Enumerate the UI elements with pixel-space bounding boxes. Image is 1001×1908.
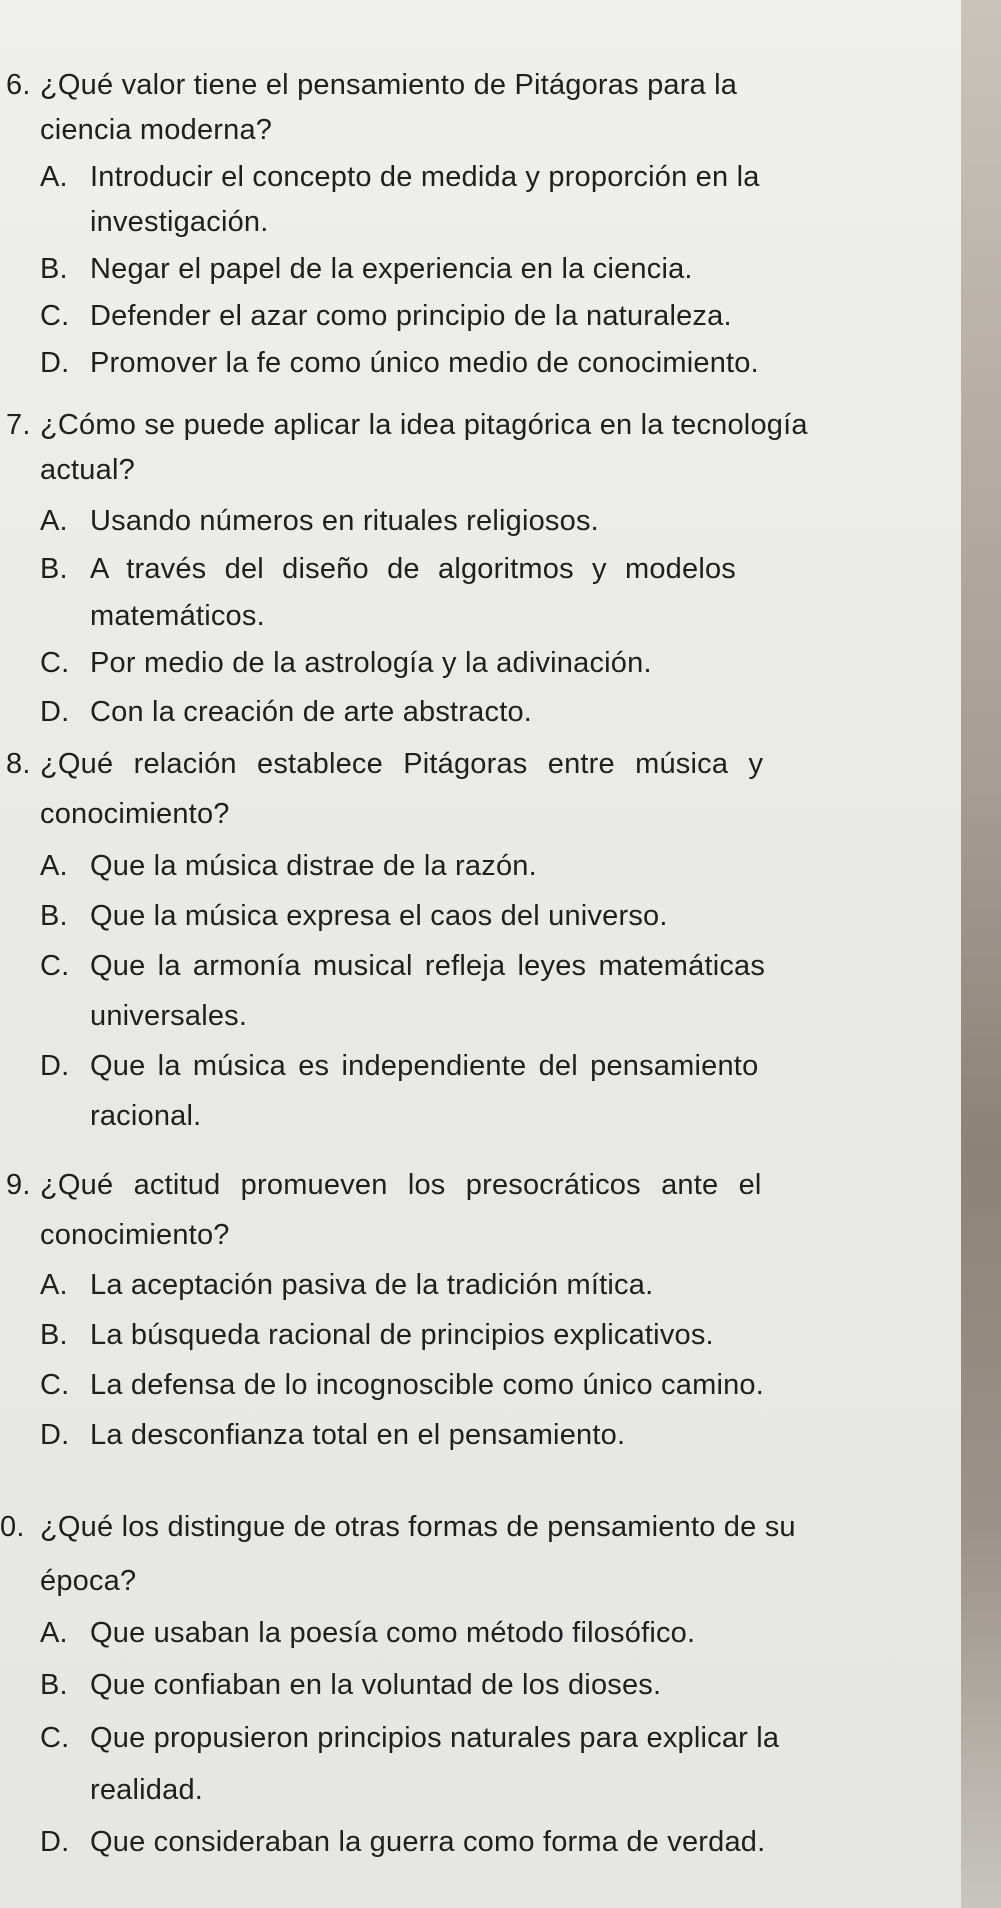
option-text-line: Que la música es independiente del pensamiento bbox=[90, 1050, 759, 1082]
option-letter: D. bbox=[40, 1826, 70, 1858]
question-text-line: ciencia moderna? bbox=[40, 114, 273, 146]
option-letter: D. bbox=[40, 1050, 70, 1082]
question-text-line: época? bbox=[40, 1565, 137, 1597]
option-text-line: A través del diseño de algoritmos y modelos bbox=[90, 553, 737, 585]
option-text-line: La defensa de lo incognoscible como único camino. bbox=[90, 1369, 764, 1401]
option-text-line: Negar el papel de la experiencia en la ciencia. bbox=[90, 253, 693, 285]
question-number: 9. bbox=[6, 1169, 31, 1201]
option-text-line: La búsqueda racional de principios explicativos. bbox=[90, 1319, 714, 1351]
option-text-line: Que la música distrae de la razón. bbox=[90, 850, 537, 882]
option-text-line: racional. bbox=[90, 1100, 202, 1132]
question-number: 0. bbox=[0, 1511, 25, 1543]
question-text-line: ¿Qué los distingue de otras formas de pensamiento de su bbox=[40, 1511, 796, 1543]
option-text-line: Que confiaban en la voluntad de los dioses. bbox=[90, 1669, 662, 1701]
option-text-line: Defender el azar como principio de la naturaleza. bbox=[90, 300, 732, 332]
question-text-line: ¿Qué relación establece Pitágoras entre música y bbox=[40, 748, 764, 780]
option-letter: B. bbox=[40, 900, 68, 932]
option-letter: A. bbox=[40, 850, 68, 882]
option-letter: C. bbox=[40, 1369, 70, 1401]
question-text-line: actual? bbox=[40, 454, 135, 486]
question-number: 7. bbox=[6, 409, 31, 441]
option-text-line: Promover la fe como único medio de conocimiento. bbox=[90, 347, 759, 379]
question-text-line: conocimiento? bbox=[40, 798, 230, 830]
option-letter: D. bbox=[40, 1419, 70, 1451]
option-letter: C. bbox=[40, 950, 70, 982]
option-text-line: Que la música expresa el caos del universo. bbox=[90, 900, 668, 932]
question-text-line: ¿Qué actitud promueven los presocráticos ante el bbox=[40, 1169, 762, 1201]
option-text-line: La aceptación pasiva de la tradición mítica. bbox=[90, 1269, 654, 1301]
question-text-line: ¿Qué valor tiene el pensamiento de Pitágoras para la bbox=[40, 69, 738, 101]
option-letter: D. bbox=[40, 347, 70, 379]
question-number: 6. bbox=[6, 69, 31, 101]
question-text-line: ¿Cómo se puede aplicar la idea pitagórica en la tecnología bbox=[40, 409, 808, 441]
question-number: 8. bbox=[6, 748, 31, 780]
option-text-line: La desconfianza total en el pensamiento. bbox=[90, 1419, 626, 1451]
option-text-line: matemáticos. bbox=[90, 600, 265, 632]
option-letter: A. bbox=[40, 161, 68, 193]
option-text-line: Que consideraban la guerra como forma de verdad. bbox=[90, 1826, 766, 1858]
option-text-line: Con la creación de arte abstracto. bbox=[90, 696, 533, 728]
option-letter: B. bbox=[40, 1669, 68, 1701]
option-text-line: Por medio de la astrología y la adivinación. bbox=[90, 647, 652, 679]
option-letter: A. bbox=[40, 1617, 68, 1649]
option-text-line: realidad. bbox=[90, 1774, 204, 1806]
option-text-line: investigación. bbox=[90, 206, 269, 238]
option-letter: C. bbox=[40, 300, 70, 332]
option-text-line: universales. bbox=[90, 1000, 248, 1032]
option-letter: A. bbox=[40, 1269, 68, 1301]
option-text-line: Introducir el concepto de medida y proporción en la bbox=[90, 161, 760, 193]
option-letter: B. bbox=[40, 253, 68, 285]
option-text-line: Usando números en rituales religiosos. bbox=[90, 505, 599, 537]
option-letter: A. bbox=[40, 505, 68, 537]
option-text-line: Que propusieron principios naturales para explicar la bbox=[90, 1722, 780, 1754]
option-letter: D. bbox=[40, 696, 70, 728]
option-text-line: Que usaban la poesía como método filosófico. bbox=[90, 1617, 696, 1649]
question-text-line: conocimiento? bbox=[40, 1219, 230, 1251]
option-letter: C. bbox=[40, 1722, 70, 1754]
option-text-line: Que la armonía musical refleja leyes matemáticas bbox=[90, 950, 766, 982]
option-letter: B. bbox=[40, 1319, 68, 1351]
option-letter: B. bbox=[40, 553, 68, 585]
option-letter: C. bbox=[40, 647, 70, 679]
page-edge-shadow bbox=[961, 0, 1001, 1908]
